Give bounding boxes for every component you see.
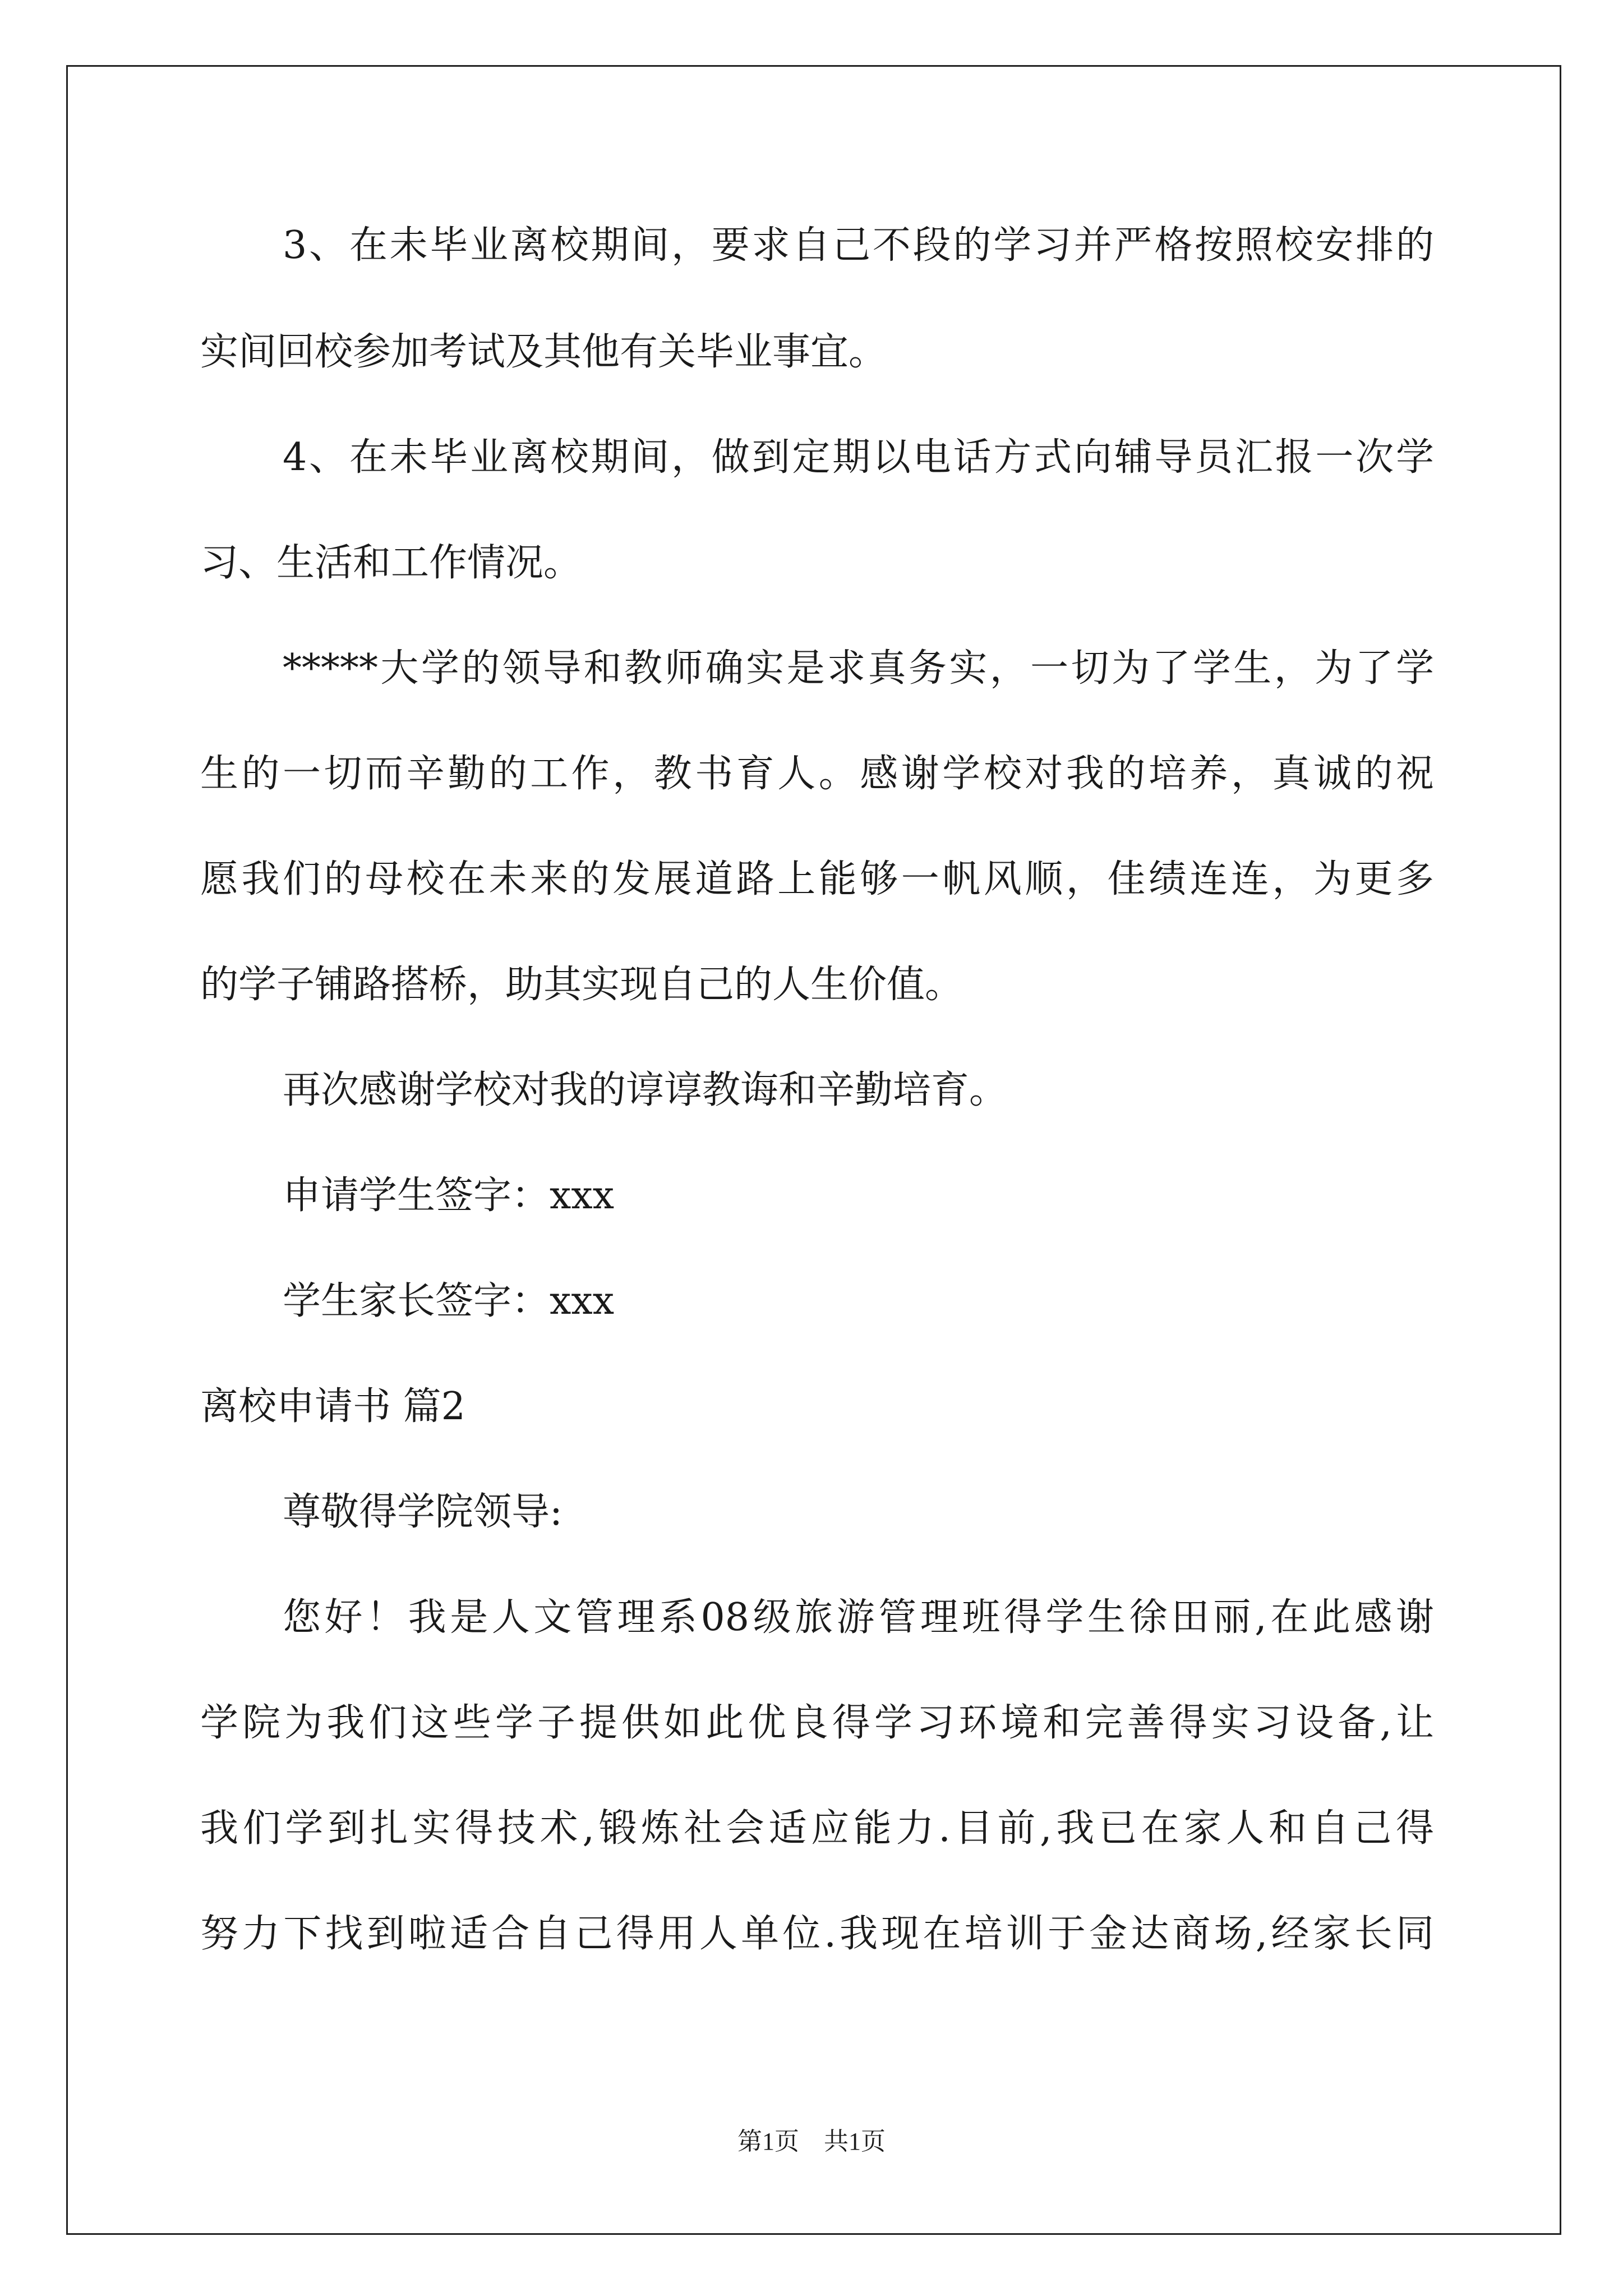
paragraph-4-line-1: 4、在未毕业离校期间，做到定期以电话方式向辅导员汇报一次学 — [283, 435, 1434, 480]
salutation: 尊敬得学院领导: — [283, 1490, 562, 1534]
student-signature: 申请学生签字：xxx — [283, 1174, 615, 1218]
paragraph-3-line-2: 实间回校参加考试及其他有关毕业事宜。 — [200, 330, 887, 374]
closing-thanks: 再次感谢学校对我的谆谆教诲和辛勤培育。 — [283, 1068, 1008, 1112]
thanks-paragraph-line-2: 生的一切而辛勤的工作，教书育人。感谢学校对我的培养，真诚的祝 — [200, 752, 1434, 796]
parent-signature: 学生家长签字：xxx — [283, 1279, 615, 1323]
paragraph-4-line-2: 习、生活和工作情况。 — [200, 541, 582, 585]
letter-line-1: 您好！我是人文管理系08级旅游管理班得学生徐田丽,在此感谢 — [283, 1595, 1434, 1640]
page-footer: 第1页 共1页 — [737, 2128, 886, 2155]
paragraph-3-line-1: 3、在未毕业离校期间，要求自己不段的学习并严格按照校安排的 — [283, 223, 1434, 268]
letter-line-4: 努力下找到啦适合自己得用人单位.我现在培训于金达商场,经家长同 — [200, 1912, 1434, 1956]
thanks-paragraph-line-1: *****大学的领导和教师确实是求真务实，一切为了学生，为了学 — [283, 646, 1434, 691]
thanks-paragraph-line-3: 愿我们的母校在未来的发展道路上能够一帆风顺，佳绩连连，为更多 — [200, 857, 1434, 901]
letter-line-3: 我们学到扎实得技术,锻炼社会适应能力.目前,我已在家人和自己得 — [200, 1806, 1434, 1851]
letter-line-2: 学院为我们这些学子提供如此优良得学习环境和完善得实习设备,让 — [200, 1701, 1434, 1745]
thanks-paragraph-line-4: 的学子铺路搭桥，助其实现自己的人生价值。 — [200, 963, 963, 1007]
section-heading: 离校申请书 篇2 — [200, 1384, 465, 1429]
